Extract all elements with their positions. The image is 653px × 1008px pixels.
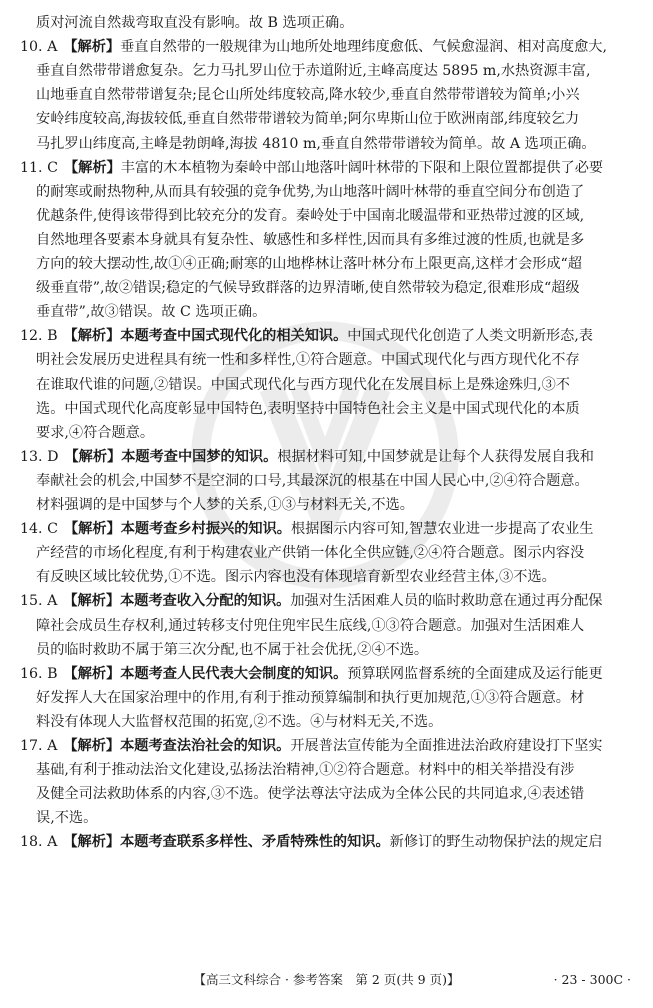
topic-heading: 本题考查联系多样性、矛盾特殊性的知识。 [120,834,390,851]
answer-number: 13. D [20,448,59,465]
text-line [36,688,626,708]
line-text: 加强对生活困难人员的临时救助意在通过再分配保 [290,593,603,610]
line-text: 在谁取代谁的问题,②错误。中国式现代化与西方现代化在发展目标上是殊途殊归,③不 [36,376,570,393]
text-line [36,784,626,804]
line-text: 员的临时救助不属于第三次分配,也不属于社会优抚,②④不选。 [36,641,429,658]
line-text: 垂直自然带的一般规律为山地所处地理纬度愈低、气候愈湿润、相对高度愈大, [120,39,607,56]
line-text: 开展普法宣传能为全面推进法治政府建设打下坚实 [290,738,603,754]
line-text: 中国式现代化创造了人类文明新形态,表 [347,328,593,345]
text-line [36,712,626,732]
analysis-tag: 【解析】 [63,39,121,56]
answer-number: 15. A [20,593,58,610]
text-line [36,760,626,780]
line-text: 自然地理各要素本身就具有复杂性、敏感性和多样性,因而具有多维过渡的性质,也就是多 [36,231,585,248]
answer-item-first-line [20,591,626,611]
line-text: 优越条件,使得该带得到比较充分的发育。秦岭处于中国南北暖温带和亚热带过渡的区域, [36,207,585,224]
topic-heading: 本题考查中国式现代化的相关知识。 [120,328,348,345]
line-text: 误,不选。 [36,810,98,827]
text-line [36,254,626,274]
answer-number: 14. C [20,521,58,538]
analysis-tag: 【解析】 [63,665,121,682]
line-text: 材料强调的是中国梦与个人梦的关系,①③与材料无关,不选。 [36,497,414,513]
topic-heading: 本题考查中国梦的知识。 [121,448,278,465]
answer-item-first-line [20,664,626,684]
line-text: 产经营的市场化程度,有利于构建农业产供销一体化全供应链,②④符合题意。图示内容没 [36,545,585,562]
line-text: 要求,④符合题意。 [36,424,155,441]
answer-number: 17. A [20,738,58,754]
line-text: 根据图示内容可知,智慧农业进一步提高了农业生 [290,521,594,538]
answer-item-first-line [20,832,626,852]
line-text: 马扎罗山纬度高,主峰是勃朗峰,海拔 4810 m,垂直自然带带谱较为简单。故 A 选项正确。 [36,135,596,152]
topic-heading: 本题考查人民代表大会制度的知识。 [120,665,348,682]
analysis-tag: 【解析】 [64,448,122,465]
line-text: 基础,有利于推动法治文化建设,弘扬法治精神,①②符合题意。材料中的相关举措没有涉 [36,762,575,779]
line-text: 质对河流自然裁弯取直没有影响。故 B 选项正确。 [36,15,354,31]
line-text: 及健全司法救助体系的内容,③不选。使学法尊法守法成为全体公民的共同追求,④表述错 [36,786,585,803]
line-text: 的耐寒或耐热物种,从而具有较强的竞争优势,为山地落叶阔叶林带的垂直空间分布创造了 [36,183,585,200]
analysis-tag: 【解析】 [63,328,121,345]
analysis-tag: 【解析】 [63,593,121,610]
text-line [36,423,626,443]
text-line [36,495,626,515]
line-text: 方向的较大摆动性,故①④正确;耐寒的山地桦林让落叶林分布上限更高,这样才会形成“超 [36,256,582,272]
line-text: 明社会发展历史进程具有统一性和多样性,①符合题意。中国式现代化与西方现代化不存 [36,352,580,369]
line-text: 垂直自然带带谱愈复杂。乞力马扎罗山位于赤道附近,主峰高度达 5895 m,水热资源丰富, [36,63,591,80]
text-line [36,567,626,587]
text-line [36,375,626,395]
line-text: 级垂直带”,故②错误;稳定的气候导致群落的边界清晰,使自然带较为稳定,很难形成“超级 [36,280,580,297]
text-line [36,616,626,636]
text-line [36,85,626,105]
line-text: 选。中国式现代化高度彰显中国特色,表明坚持中国特色社会主义是中国式现代化的本质 [36,400,580,417]
answer-number: 11. C [20,159,58,176]
analysis-tag: 【解析】 [63,159,121,176]
line-text: 新修订的野生动物保护法的规定启 [389,834,603,851]
answer-number: 16. B [20,665,58,682]
page-footer [0,968,653,992]
text-line [36,278,626,298]
line-text: 奉献社会的机会,中国梦不是空洞的口号,其最深沉的根基在中国人民心中,②④符合题意。 [36,472,589,489]
answer-item-first-line [20,447,626,467]
text-line [36,13,626,33]
line-text: 根据材料可知,中国梦就是让每个人获得发展自我和 [277,448,594,465]
line-text: 有反映区域比较优势,①不选。图示内容也没有体现培育新型农业经营主体,③不选。 [36,569,556,586]
answer-item-first-line [20,736,626,756]
text-line [36,182,626,202]
answer-item-first-line [20,37,626,57]
topic-heading: 本题考查收入分配的知识。 [120,593,291,610]
text-line [36,109,626,129]
text-line [36,302,626,322]
text-line [36,61,626,81]
line-text: 预算联网监督系统的全面建成及运行能更 [347,665,603,682]
analysis-tag: 【解析】 [63,834,121,851]
line-text: 好发挥人大在国家治理中的作用,有利于推动预算编制和执行更加规范,①③符合题意。材 [36,689,585,706]
analysis-tag: 【解析】 [63,738,121,754]
topic-heading: 本题考查法治社会的知识。 [120,738,291,754]
answer-item-first-line [20,158,626,178]
text-line [36,640,626,660]
line-text: 丰富的木本植物为秦岭中部山地落叶阔叶林带的下限和上限位置都提供了必要 [120,159,604,176]
line-text: 障社会成员生存权利,通过转移支付兜住兜牢民生底线,①③符合题意。加强对生活困难人 [36,617,585,634]
answer-number: 12. B [20,328,58,345]
line-text: 安岭纬度较高,海拔较低,垂直自然带带谱较为简单;阿尔卑斯山位于欧洲南部,纬度较乞力 [36,111,580,128]
text-line [36,471,626,491]
topic-heading: 本题考查乡村振兴的知识。 [120,521,291,538]
text-line [36,350,626,370]
text-line [36,399,626,419]
text-line [36,230,626,250]
answer-item-first-line [20,519,626,539]
footer-exam-code: · 23 - 300C · [553,972,631,987]
line-text: 山地垂直自然带带谱复杂;昆仑山所处纬度较高,降水较少,垂直自然带带谱较为简单;小兴 [36,87,580,104]
text-line [36,543,626,563]
answer-item-first-line [20,326,626,346]
line-text: 料没有体现人大监督权范围的拓宽,②不选。④与材料无关,不选。 [36,713,443,730]
analysis-tag: 【解析】 [63,521,121,538]
footer-page-info: 【高三文科综合 · 参考答案 第 2 页(共 9 页)】 [193,972,460,987]
text-line [36,134,626,154]
answer-number: 10. A [20,39,58,56]
text-line [36,206,626,226]
line-text: 垂直带”,故③错误。故 C 选项正确。 [36,304,267,321]
text-line [36,808,626,828]
answer-number: 18. A [20,834,58,851]
